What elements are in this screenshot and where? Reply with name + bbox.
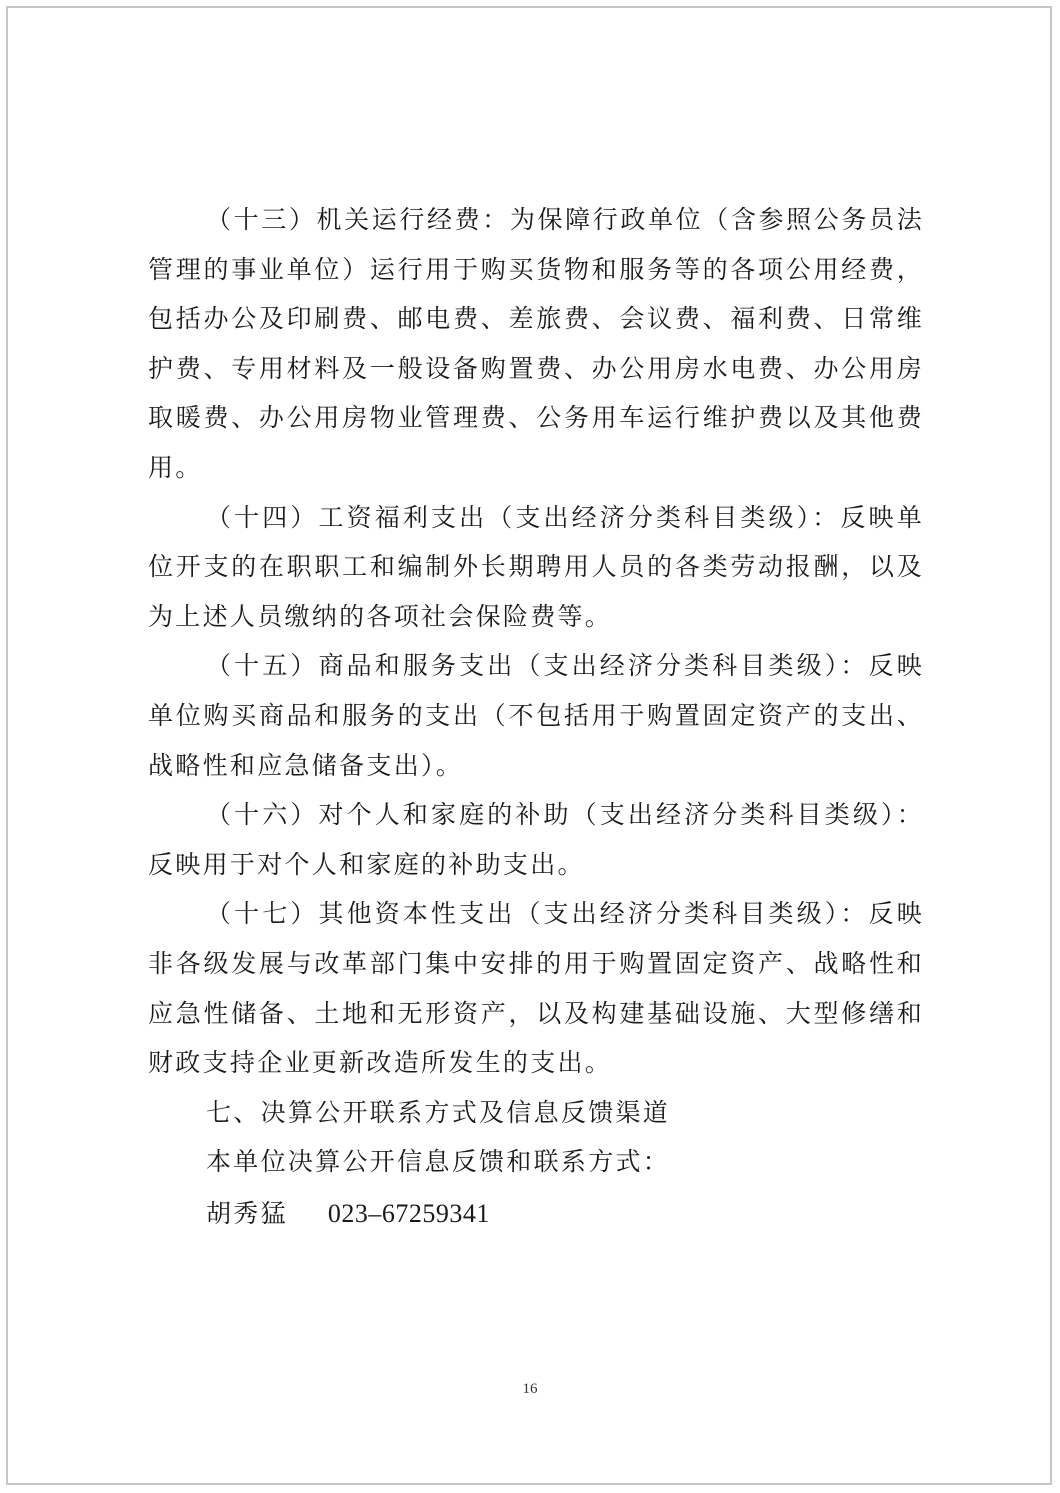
paragraph-item-15: （十五）商品和服务支出（支出经济分类科目类级）：反映单位购买商品和服务的支出（不包括用于购置固定资产的支出、战略性和应急储备支出）。 (148, 651, 924, 780)
paragraph-item-17: （十七）其他资本性支出（支出经济分类科目类级）：反映非各级发展与改革部门集中安排的用于购置固定资产、战略性和应急性储备、土地和无形资产，以及构建基础设施、大型修缮和财政支持企业更新改造所发生的支出。 (148, 899, 924, 1078)
contact-name: 胡秀猛 (206, 1198, 288, 1228)
contact-intro: 本单位决算公开信息反馈和联系方式： (206, 1147, 671, 1177)
paragraph-item-14: （十四）工资福利支出（支出经济分类科目类级）：反映单位开支的在职职工和编制外长期聘用人员的各类劳动报酬，以及为上述人员缴纳的各项社会保险费等。 (148, 502, 924, 631)
page-number: 16 (522, 1381, 538, 1397)
paragraph-item-13: （十三）机关运行经费：为保障行政单位（含参照公务员法管理的事业单位）运行用于购买货物和服务等的各项公用经费，包括办公及印刷费、邮电费、差旅费、会议费、福利费、日常维护费、专用材料及一般设备购置费、办公用房水电费、办公用房取暖费、办公用房物业管理费、公务用车运行维护费以及其他费用。 (148, 205, 924, 482)
paragraph-item-16: （十六）对个人和家庭的补助（支出经济分类科目类级）：反映用于对个人和家庭的补助支出。 (148, 800, 924, 879)
contact-phone: 023–67259341 (327, 1198, 490, 1228)
contact-line (148, 1189, 924, 1239)
document-body (148, 195, 924, 1238)
section-heading: 七、决算公开联系方式及信息反馈渠道 (206, 1097, 671, 1127)
